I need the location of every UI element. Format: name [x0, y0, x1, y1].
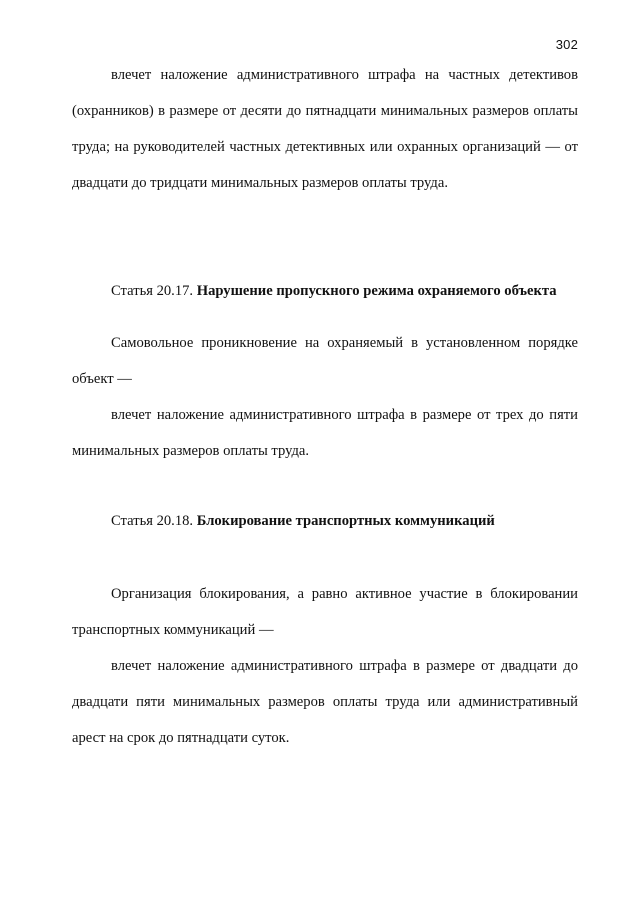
page-number: 302: [555, 37, 578, 52]
article-20-17-disposition: Самовольное проникновение на охраняемый в установленном порядке объект —: [72, 335, 578, 387]
article-20-18-sanction: влечет наложение административного штрафа в размере от двадцати до двадцати пяти минимальных размеров оплаты труда или административный арест на срок до пятнадцати суток.: [72, 658, 578, 746]
article-20-17-title: Нарушение пропускного режима охраняемого объекта: [196, 283, 557, 299]
intro-paragraph: влечет наложение административного штрафа на частных детективов (охранников) в размере от десяти до пятнадцати минимальных размеров оплаты труда; на руководителей частных детективных или охранных организаций — от двадцати до тридцати минимальных размеров оплаты труда.: [72, 67, 578, 191]
article-20-18-disposition: Организация блокирования, а равно активное участие в блокировании транспортных коммуникаций —: [72, 586, 578, 638]
article-20-17-prefix: Статья 20.17.: [111, 283, 194, 299]
article-20-18-prefix: Статья 20.18.: [111, 513, 194, 529]
article-20-18-title: Блокирование транспортных коммуникаций: [196, 513, 495, 529]
article-20-18-heading: [111, 511, 495, 531]
article-20-17-sanction: влечет наложение административного штрафа в размере от трех до пяти минимальных размеров оплаты труда.: [72, 407, 578, 459]
article-20-17-heading: [111, 281, 557, 301]
